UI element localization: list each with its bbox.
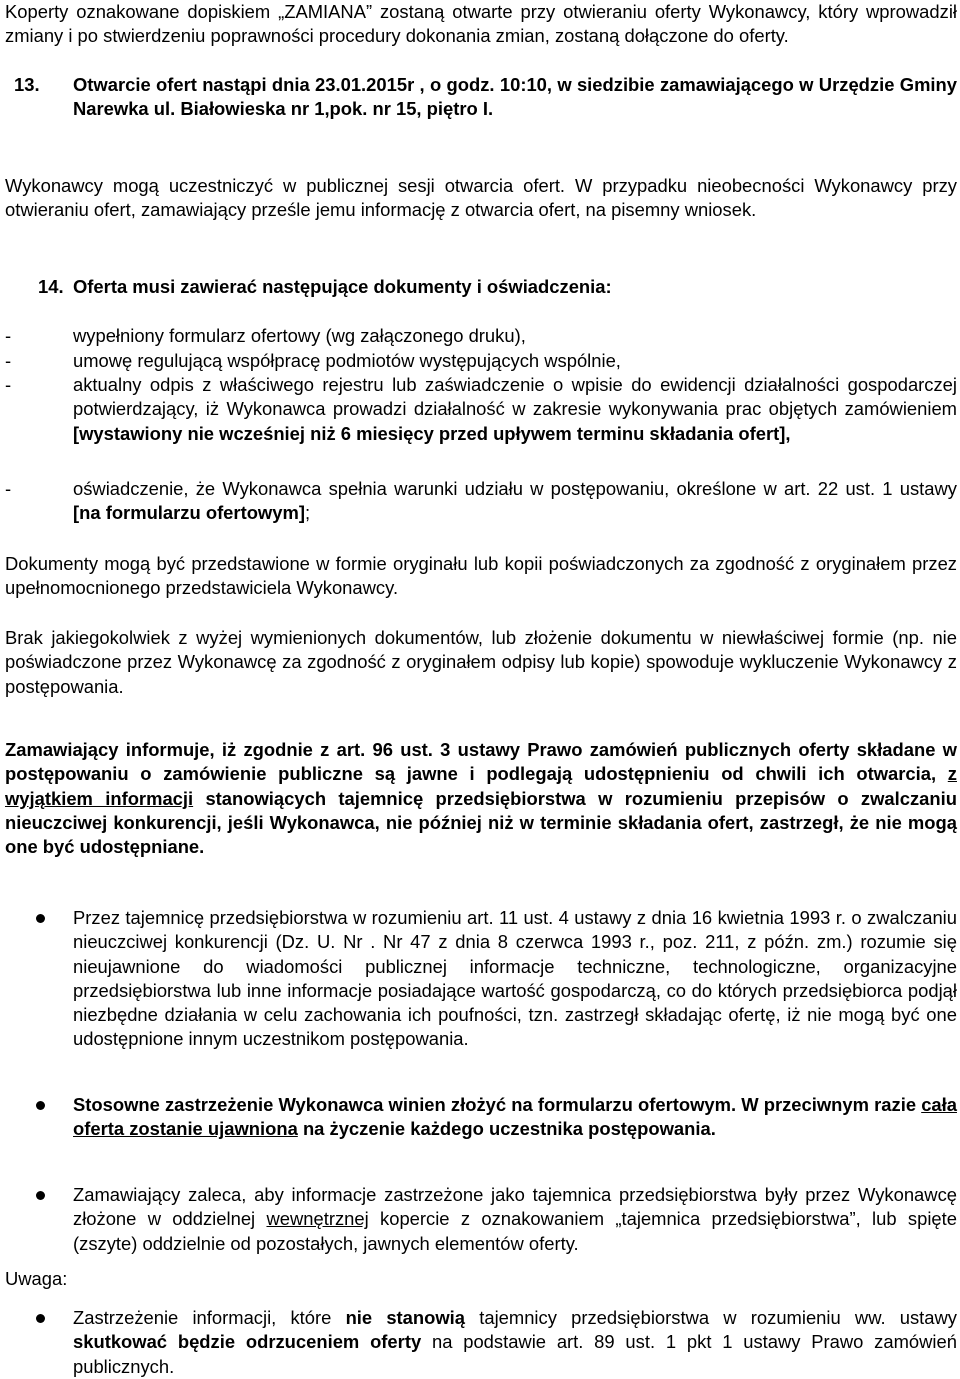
list-item bbox=[73, 477, 957, 526]
section-14-heading bbox=[38, 275, 957, 299]
list-item bbox=[73, 373, 957, 446]
bullet-text: Stosowne zastrzeżenie Wykonawca winien złożyć na formularzu ofertowym. W przeciwnym razie bbox=[73, 1094, 917, 1115]
bullet-underlined: cała oferta zostanie ujawniona bbox=[73, 1094, 957, 1140]
confidentiality-text-end: stanowiących tajemnicę przedsiębiorstwa w rozumieniu przepisów o zwalczaniu nieuczciwej konkurencji, jeśli Wykonawca, nie później niż w terminie składania ofert, zastrzegł, że nie mogą one być udostępniane. bbox=[5, 787, 957, 858]
confidentiality-underlined: z wyjątkiem informacji bbox=[5, 763, 957, 809]
dash-marker: - bbox=[5, 374, 12, 395]
section-13-text: Otwarcie ofert nastąpi dnia 23.01.2015r , o godz. 10:10, w siedzibie zamawiającego w Urzędzie Gminy Narewka ul. Białowieska nr 1,pok. nr 15, piętro I. bbox=[73, 74, 957, 120]
bullet-icon bbox=[36, 906, 50, 920]
list-item-text: oświadczenie, że Wykonawca spełnia warunki udziału w postępowaniu, określone w art. 22 ust. 1 ustawy bbox=[73, 478, 957, 499]
note-label: Uwaga: bbox=[5, 1268, 68, 1289]
confidentiality-text: Zamawiający informuje, iż zgodnie z art. 96 ust. 3 ustawy Prawo zamówień publicznych oferty składane w postępowaniu o zamówienie publiczne są jawne i podlegają udostępnieniu od chwili ich otwarcia, bbox=[5, 739, 957, 785]
confidentiality-paragraph bbox=[5, 738, 957, 859]
bullet-bold: nie stanowią bbox=[345, 1307, 466, 1328]
list-item-bold: [wystawiony nie wcześniej niż 6 miesięcy przed upływem terminu składania ofert], bbox=[73, 422, 791, 444]
list-item-end: ; bbox=[304, 502, 311, 524]
list-item: wypełniony formularz ofertowy (wg załączonego druku), bbox=[73, 325, 526, 346]
list-item: umowę regulującą współpracę podmiotów występujących wspólnie, bbox=[73, 350, 621, 371]
bullet-icon bbox=[36, 1306, 50, 1320]
bullet-text: Zastrzeżenie informacji, które bbox=[73, 1307, 332, 1328]
dash-marker: - bbox=[5, 478, 12, 499]
bullet-text: tajemnicy przedsiębiorstwa w rozumieniu ww. ustawy bbox=[479, 1307, 957, 1328]
missing-documents-paragraph: Brak jakiegokolwiek z wyżej wymienionych dokumentów, lub złożenie dokumentu w niewłaściwej formie (np. nie poświadczone przez Wykonawcę za zgodność z oryginałem odpisy lub kopie) spowoduje wykluczenie Wykonawcy z postępowania. bbox=[5, 627, 957, 697]
bullet-item bbox=[73, 1093, 957, 1142]
bullet-text-end: na życzenie każdego uczestnika postępowania. bbox=[302, 1118, 716, 1140]
section-14-number: 14. bbox=[38, 276, 64, 297]
section-13-number: 13. bbox=[14, 74, 40, 95]
dash-marker: - bbox=[5, 325, 12, 346]
bullet-text-end: na podstawie art. 89 ust. 1 pkt 1 ustawy Prawo zamówień publicznych. bbox=[73, 1331, 957, 1377]
bullet-bold: skutkować będzie odrzuceniem oferty bbox=[73, 1331, 422, 1353]
section-13 bbox=[14, 73, 957, 122]
bullet-icon bbox=[36, 1093, 50, 1107]
bullet-icon bbox=[36, 1183, 50, 1197]
list-item-text: aktualny odpis z właściwego rejestru lub zaświadczenie o wpisie do ewidencji działalności gospodarczej potwierdzający, iż Wykonawca prowadzi działalność w zakresie wykonywania prac objętych zamówieniem bbox=[73, 374, 957, 420]
bullet-text: Zamawiający zaleca, aby informacje zastrzeżone jako tajemnica przedsiębiorstwa były przez Wykonawcę złożone w oddzielnej bbox=[73, 1184, 957, 1230]
section-14-heading-text: Oferta musi zawierać następujące dokumenty i oświadczenia: bbox=[73, 276, 612, 297]
section-13-paragraph: Wykonawcy mogą uczestniczyć w publicznej sesji otwarcia ofert. W przypadku nieobecności Wykonawcy przy otwieraniu ofert, zamawiający prześle jemu informację z otwarcia ofert, na pisemny wniosek. bbox=[5, 175, 957, 221]
intro-paragraph: Koperty oznakowane dopiskiem „ZAMIANA” zostaną otwarte przy otwieraniu oferty Wykonawcy, który wprowadził zmiany i po stwierdzeniu poprawności procedury dokonania zmian, zostaną dołączone do oferty. bbox=[5, 1, 957, 47]
list-item-bold: [na formularzu ofertowym] bbox=[73, 502, 305, 524]
bullet-underlined: wewnętrznej bbox=[266, 1208, 369, 1230]
bullet-item: Przez tajemnicę przedsiębiorstwa w rozumieniu art. 11 ust. 4 ustawy z dnia 16 kwietnia 1993 r. o zwalczaniu nieuczciwej konkurencji (Dz. U. Nr . Nr 47 z dnia 8 czerwca 1993 r., poz. 211, z późn. zm.) rozumie się nieujawnione do wiadomości publicznej informacje techniczne, technologiczne, organizacyjne przedsiębiorstwa lub inne informacje posiadające wartość gospodarczą, co do których przedsiębiorca podjął niezbędne działania w celu zachowania ich poufności, tzn. zastrzegł składając ofertę, iż nie mogą być one udostępnione innym uczestnikom postępowania. bbox=[73, 907, 957, 1050]
documents-paragraph: Dokumenty mogą być przedstawione w formie oryginału lub kopii poświadczonych za zgodność z oryginałem przez upełnomocnionego przedstawiciela Wykonawcy. bbox=[5, 553, 957, 599]
dash-marker: - bbox=[5, 350, 12, 371]
bullet-item bbox=[73, 1183, 957, 1256]
bullet-item bbox=[73, 1306, 957, 1379]
bullet-text-end: kopercie z oznakowaniem „tajemnica przedsiębiorstwa”, lub spięte (zszyte) oddzielnie od pozostałych, jawnych elementów oferty. bbox=[73, 1208, 957, 1254]
